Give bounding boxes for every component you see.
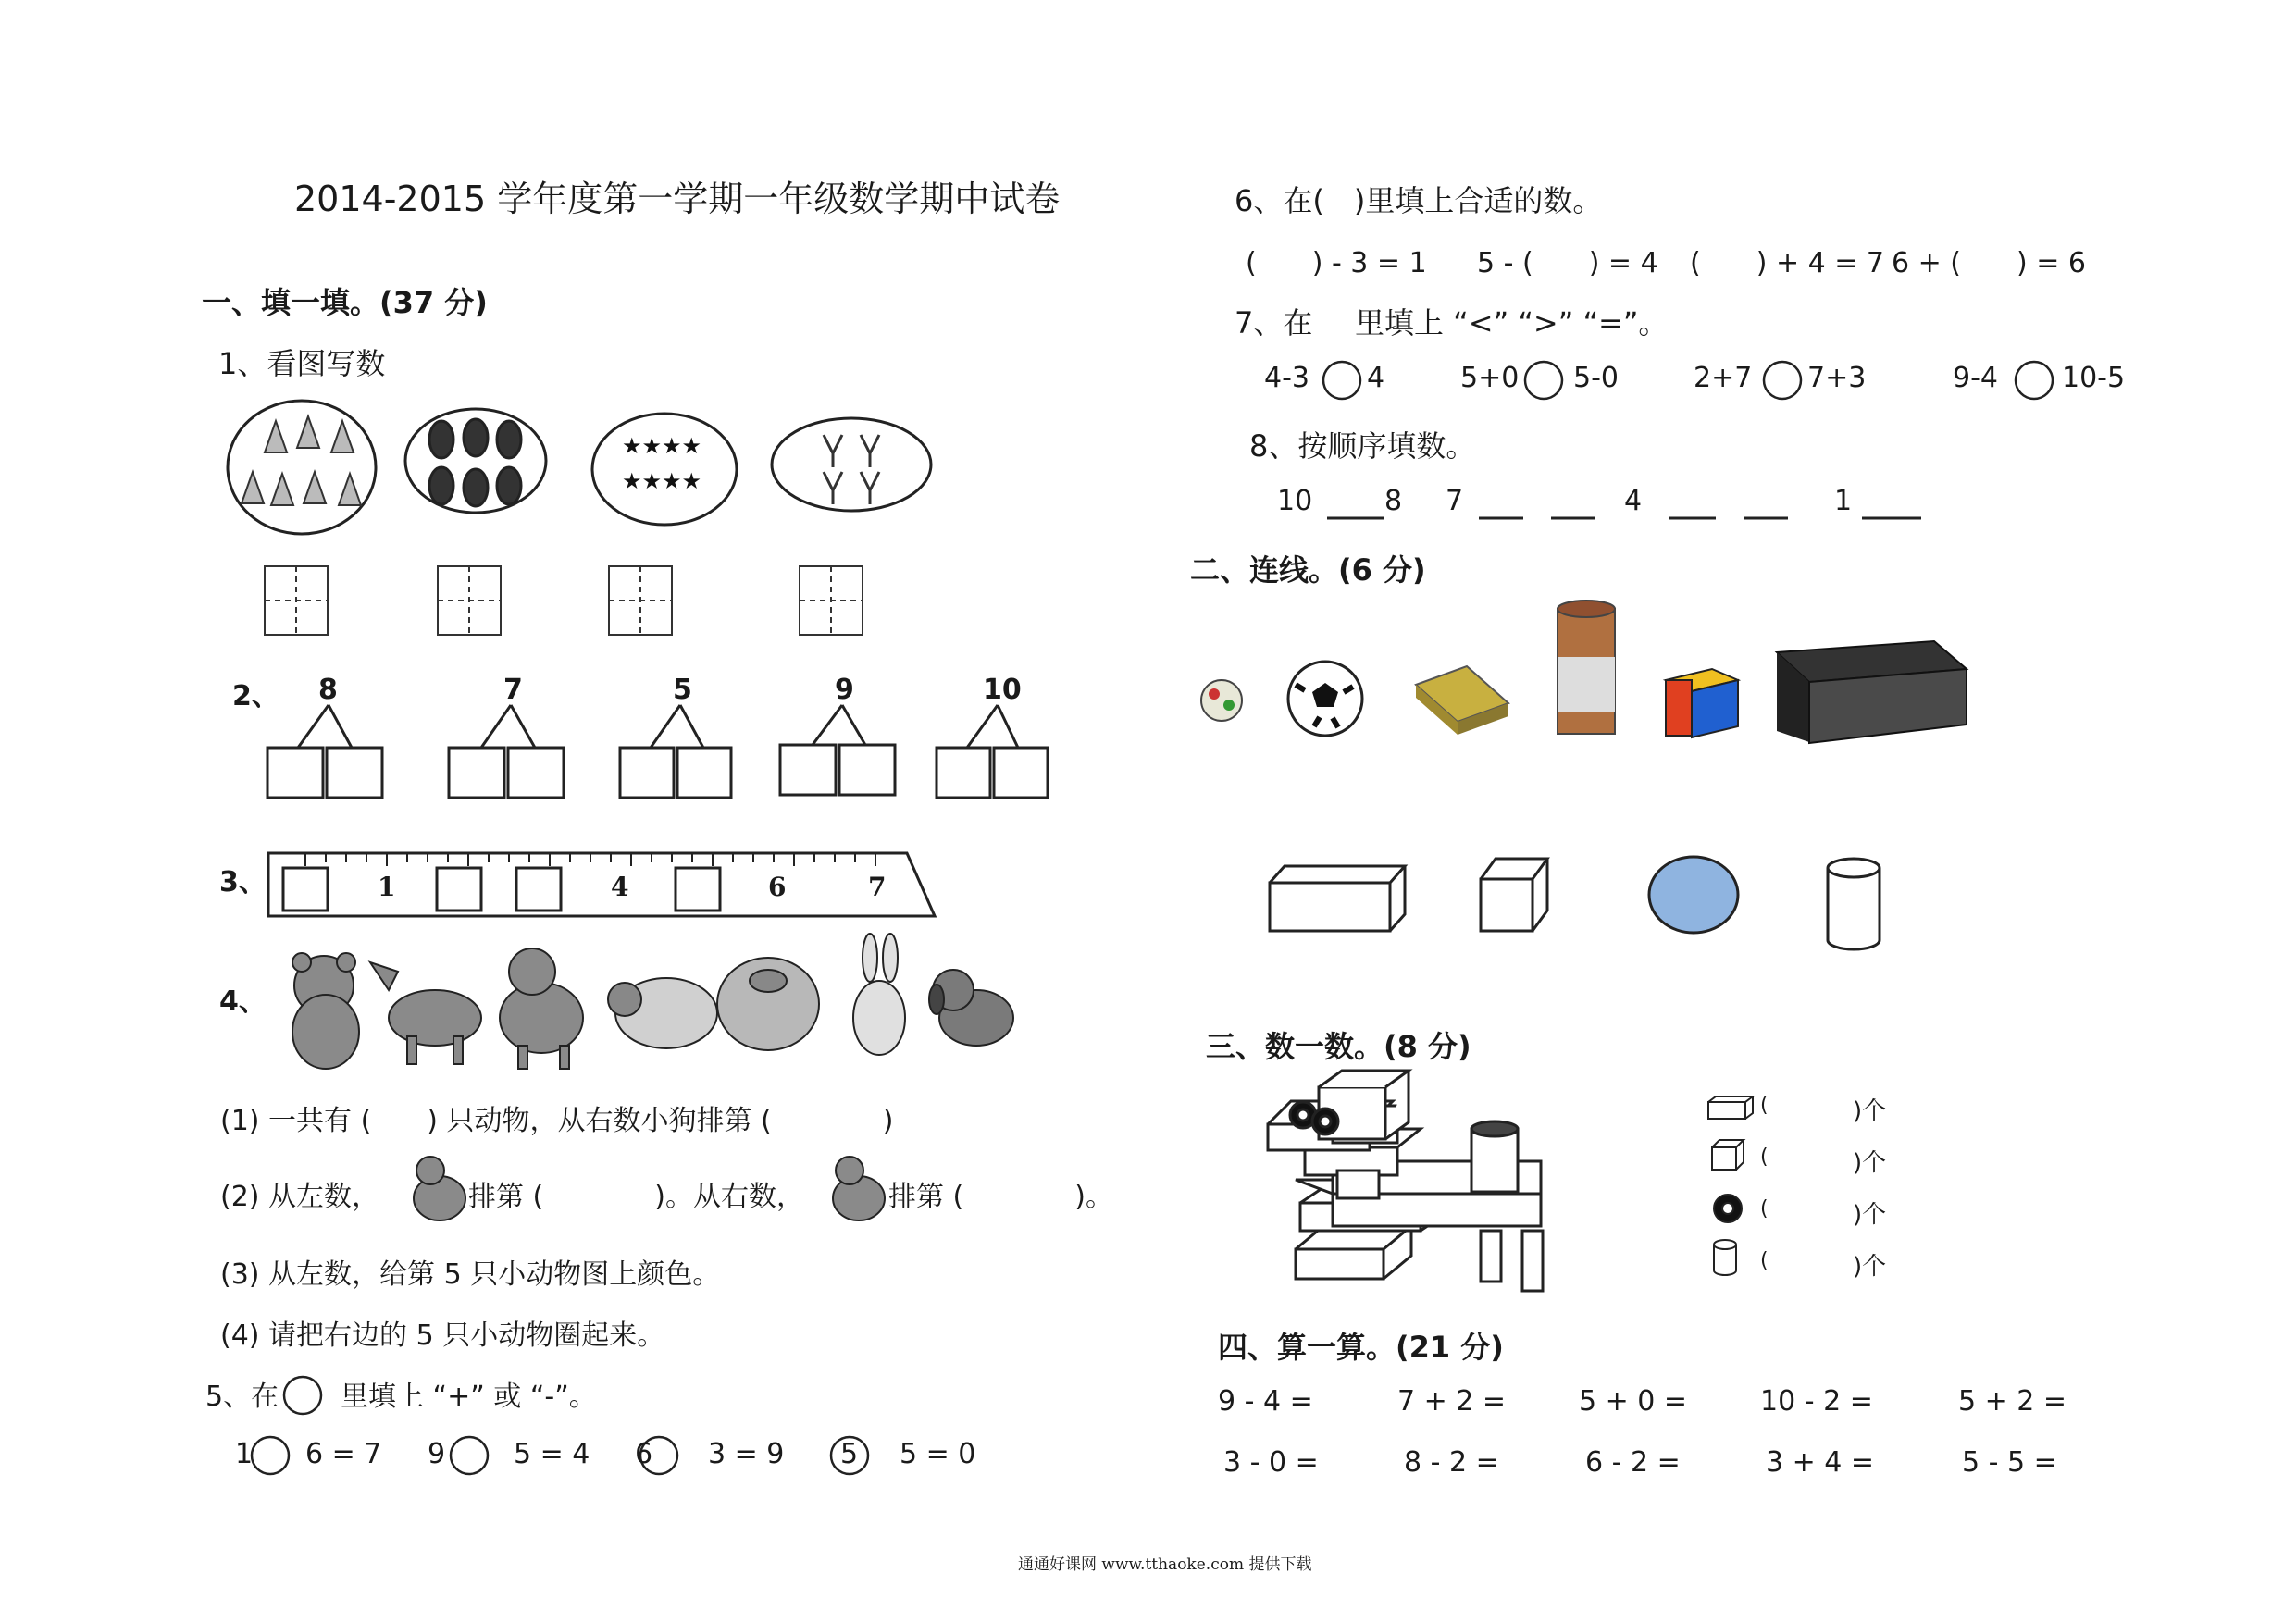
- q4-line-2a: (2) 从左数，: [220, 1181, 380, 1213]
- sec3-legend-icons: [1708, 1096, 1753, 1275]
- q8-number: 4: [1624, 485, 1643, 517]
- q6-item: ( ) + 4 = 7: [1690, 247, 1884, 279]
- q5-item-b: 5 = 0: [900, 1438, 976, 1470]
- cuboid-icon: [1708, 1096, 1753, 1119]
- count-paren: (: [1760, 1146, 1769, 1169]
- svg-text:★★★★: ★★★★: [622, 468, 702, 494]
- q5-item-a: 9: [428, 1438, 446, 1470]
- q6-item: ( ) - 3 = 1: [1246, 247, 1427, 279]
- horse-icon: [370, 962, 481, 1064]
- q7-left: 2+7: [1694, 362, 1753, 394]
- q7-label-b: 里填上 “<” “>” “=”。: [1355, 305, 1669, 341]
- q8-label: 8、按顺序填数。: [1249, 428, 1476, 464]
- cow-small-icon: [414, 1157, 465, 1220]
- q7-right: 4: [1367, 362, 1385, 394]
- q1-picture-stars: [592, 414, 737, 525]
- sheep-icon: [608, 978, 717, 1048]
- q1-picture-flowers: [772, 418, 931, 511]
- calc-item: 9 - 4 =: [1218, 1385, 1313, 1418]
- count-paren: (: [1760, 1249, 1769, 1272]
- section-1-heading: 一、填一填。(37 分): [202, 285, 488, 320]
- sec2-shapes: [1270, 857, 1880, 949]
- count-paren: (: [1760, 1197, 1769, 1220]
- q4-line-1: (1) 一共有 ( ) 只动物，从右数小狗排第 ( ): [220, 1105, 894, 1137]
- cow-icon: [500, 948, 583, 1069]
- small-ball-icon: [1201, 680, 1242, 721]
- count-unit: )个: [1853, 1149, 1887, 1177]
- calc-item: 8 - 2 =: [1404, 1446, 1499, 1479]
- q7-right: 10-5: [2062, 362, 2126, 394]
- ruler-number: 4: [611, 872, 629, 902]
- calc-item: 5 - 5 =: [1962, 1446, 2057, 1479]
- q7-label-a: 7、在: [1235, 305, 1313, 341]
- q2-top-number: 7: [503, 674, 523, 706]
- sec3-block-structure: [1268, 1071, 1543, 1291]
- q1-answer-box: [438, 566, 501, 635]
- q2-top-number: 5: [673, 674, 692, 706]
- count-unit: )个: [1853, 1253, 1887, 1281]
- calc-item: 3 + 4 =: [1766, 1446, 1875, 1479]
- rabbit-icon: [853, 934, 905, 1055]
- wheel-icon: [1714, 1195, 1742, 1222]
- q8-number: 1: [1834, 485, 1853, 517]
- ruler-number: 6: [768, 872, 787, 902]
- count-paren: (: [1760, 1094, 1769, 1117]
- matchbox-icon: [1416, 666, 1508, 735]
- bear-icon: [292, 953, 359, 1069]
- section-4-heading: 四、算一算。(21 分): [1218, 1330, 1504, 1365]
- sphere-shape: [1649, 857, 1738, 933]
- q5-label: 5、在: [205, 1381, 279, 1413]
- q2-top-number: 8: [318, 674, 338, 706]
- q7-right: 5-0: [1573, 362, 1619, 394]
- q8-number: 10: [1277, 485, 1313, 517]
- cylinder-block: [1471, 1121, 1518, 1192]
- cylinder-shape: [1828, 859, 1880, 949]
- q4-line-4: (4) 请把右边的 5 只小动物圈起来。: [220, 1319, 665, 1352]
- cow-small-icon: [833, 1157, 885, 1220]
- ruler-number: 1: [378, 872, 396, 902]
- calc-item: 10 - 2 =: [1760, 1385, 1873, 1418]
- q5-item-a: 5: [840, 1438, 859, 1470]
- ruler-number: 7: [868, 872, 887, 902]
- q5-item-b: 3 = 9: [708, 1438, 785, 1470]
- count-unit: )个: [1853, 1201, 1887, 1229]
- q7-left: 5+0: [1460, 362, 1520, 394]
- page-title: 2014-2015 学年度第一学期一年级数学期中试卷: [294, 179, 1061, 219]
- shoebox-icon: [1777, 641, 1967, 743]
- q3-ruler: [268, 853, 935, 916]
- dog-icon: [929, 970, 1013, 1046]
- sec2-objects: [1201, 601, 1967, 743]
- svg-text:★★★★: ★★★★: [622, 433, 702, 459]
- q1-picture-tassels: [228, 401, 376, 534]
- q2-top-number: 10: [983, 674, 1022, 706]
- soccer-ball-icon: [1288, 662, 1362, 736]
- q4-line-3: (3) 从左数，给第 5 只小动物图上颜色。: [220, 1258, 721, 1291]
- q8-number: 8: [1384, 485, 1403, 517]
- cuboid-shape: [1270, 866, 1405, 931]
- q7-compare-circles: [1323, 362, 2053, 399]
- q7-left: 9-4: [1953, 362, 1998, 394]
- cylinder-icon: [1714, 1240, 1736, 1275]
- q1-picture-beads: [405, 409, 546, 513]
- calc-item: 5 + 2 =: [1958, 1385, 2067, 1418]
- q5-item-a: 6: [635, 1438, 653, 1470]
- q1-answer-box: [609, 566, 672, 635]
- cube-shape: [1481, 859, 1547, 931]
- cylinder-can-icon: [1558, 601, 1615, 734]
- calc-item: 7 + 2 =: [1397, 1385, 1507, 1418]
- footer-credit: 通通好课网 www.tthaoke.com 提供下载: [1018, 1555, 1312, 1574]
- q1-answer-box: [265, 566, 328, 635]
- section-3-heading: 三、数一数。(8 分): [1206, 1029, 1471, 1064]
- count-unit: )个: [1853, 1097, 1887, 1125]
- q3-label: 3、: [219, 866, 267, 898]
- q2-label: 2、: [232, 680, 279, 712]
- calc-item: 3 - 0 =: [1223, 1446, 1319, 1479]
- rubiks-cube-icon: [1666, 669, 1738, 737]
- q5-item-a: 1: [235, 1438, 254, 1470]
- q1-label: 1、看图写数: [218, 346, 386, 381]
- calc-item: 5 + 0 =: [1579, 1385, 1688, 1418]
- cube-icon: [1712, 1140, 1744, 1170]
- q2-number-bonds: [267, 705, 1048, 798]
- q5-label-tail: 里填上 “+” 或 “-”。: [341, 1381, 597, 1413]
- calc-item: 6 - 2 =: [1585, 1446, 1681, 1479]
- section-2-heading: 二、连线。(6 分): [1190, 552, 1426, 588]
- q7-left: 4-3: [1264, 362, 1309, 394]
- q4-line-2b: 排第 ( )。从右数，: [468, 1181, 804, 1213]
- q5-item-b: 5 = 4: [514, 1438, 590, 1470]
- q2-top-number: 9: [835, 674, 854, 706]
- q6-item: 6 + ( ) = 6: [1892, 247, 2086, 279]
- q8-number: 7: [1446, 485, 1464, 517]
- q6-item: 5 - ( ) = 4: [1477, 247, 1658, 279]
- q1-answer-box: [800, 566, 863, 635]
- q4-label: 4、: [219, 985, 267, 1018]
- q6-label: 6、在( )里填上合适的数。: [1235, 183, 1603, 218]
- pig-icon: [717, 958, 819, 1050]
- q4-line-2c: 排第 ( )。: [888, 1181, 1113, 1213]
- q7-right: 7+3: [1807, 362, 1867, 394]
- q5-item-b: 6 = 7: [305, 1438, 382, 1470]
